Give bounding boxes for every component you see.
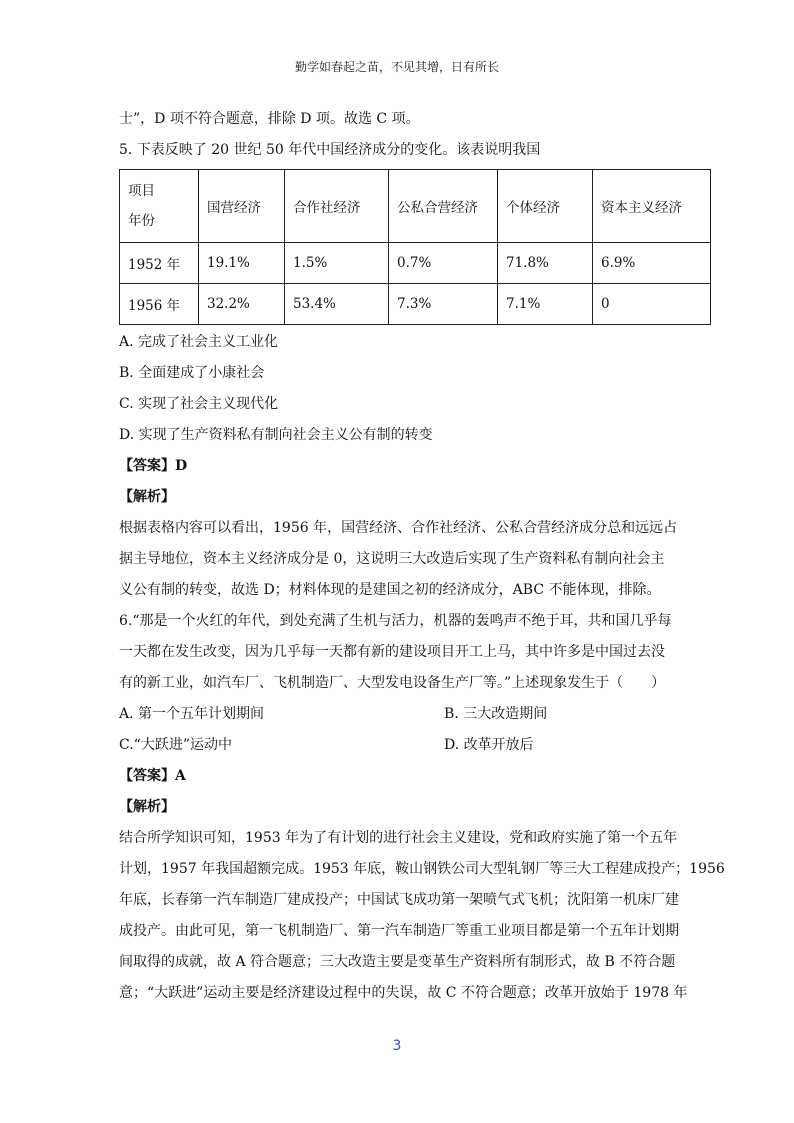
- q5-option-c: C. 实现了社会主义现代化: [119, 396, 279, 412]
- q5-analysis-line: 根据表格内容可以看出，1956 年，国营经济、合作社经济、公私合营经济成分总和远远占: [119, 520, 678, 536]
- table-cell: 7.1%: [498, 284, 593, 325]
- table-cell: 53.4%: [285, 284, 389, 325]
- q5-analysis-label: 【解析】: [119, 489, 175, 505]
- table-cell: 19.1%: [199, 243, 285, 284]
- table-cell: 7.3%: [389, 284, 498, 325]
- q6-option-b: B. 三大改造期间: [444, 706, 548, 722]
- q6-options-row-2: [119, 730, 679, 761]
- page-number: 3: [392, 1038, 402, 1054]
- q6-options-row-1: [119, 699, 679, 730]
- q6-option-d: D. 改革开放后: [444, 737, 534, 753]
- q6-analysis-line: 结合所学知识可知，1953 年为了有计划的进行社会主义建设，党和政府实施了第一个五年: [119, 830, 678, 846]
- table-cell: 6.9%: [593, 243, 711, 284]
- q6-analysis-line: 计划，1957 年我国超额完成。1953 年底，鞍山钢铁公司大型轧钢厂等三大工程建成投产；1956: [119, 861, 725, 877]
- table-cell: 0.7%: [389, 243, 498, 284]
- prev-question-tail: 士”，D 项不符合题意，排除 D 项。故选 C 项。: [119, 111, 420, 127]
- table-row: [120, 243, 711, 284]
- table-col-header: 个体经济: [498, 170, 593, 243]
- table-cell: 32.2%: [199, 284, 285, 325]
- q5-analysis-line: 义公有制的转变，故选 D；材料体现的是建国之初的经济成分，ABC 不能体现，排除。: [119, 582, 661, 598]
- question-5-stem: 5. 下表反映了 20 世纪 50 年代中国经济成分的变化。该表说明我国: [119, 142, 541, 158]
- table-row-year: 1956 年: [120, 284, 199, 325]
- q5-analysis-line: 据主导地位，资本主义经济成分是 0，这说明三大改造后实现了生产资料私有制向社会主: [119, 551, 665, 567]
- q5-option-d: D. 实现了生产资料私有制向社会主义公有制的转变: [119, 427, 433, 443]
- corner-item-label: 项目: [128, 183, 155, 199]
- table-corner-cell: [120, 170, 199, 243]
- q6-analysis-line: 意；“大跃进”运动主要是经济建设过程中的失误，故 C 不符合题意；改革开放始于 1978 年: [119, 985, 688, 1001]
- q6-stem-line: 6.“那是一个火红的年代，到处充满了生机与活力，机器的轰鸣声不绝于耳，共和国几乎每: [119, 613, 672, 629]
- q6-analysis-line: 年底，长春第一汽车制造厂建成投产；中国试飞成功第一架喷气式飞机；沈阳第一机床厂建: [119, 892, 679, 908]
- page-header-motto: 勤学如春起之苗，不见其增，日有所长: [294, 60, 499, 74]
- q6-analysis-label: 【解析】: [119, 799, 175, 815]
- table-row: [120, 284, 711, 325]
- table-col-header: 合作社经济: [285, 170, 389, 243]
- table-col-header: 资本主义经济: [593, 170, 711, 243]
- q5-option-a: A. 完成了社会主义工业化: [119, 334, 279, 350]
- table-header-row: [120, 170, 711, 243]
- table-cell: 0: [593, 284, 711, 325]
- page-content: [119, 104, 725, 1009]
- q6-analysis-line: 间取得的成就，故 A 符合题意；三大改造主要是变革生产资料所有制形式，故 B 不符合题: [119, 954, 676, 970]
- table-cell: 1.5%: [285, 243, 389, 284]
- table-col-header: 公私合营经济: [389, 170, 498, 243]
- table-col-header: 国营经济: [199, 170, 285, 243]
- q6-stem-line: 有的新工业，如汽车厂、飞机制造厂、大型发电设备生产厂等。”上述现象发生于（ ）: [119, 675, 666, 691]
- q6-stem-line: 一天都在发生改变，因为几乎每一天都有新的建设项目开工上马，其中许多是中国过去没: [119, 644, 665, 660]
- q5-option-b: B. 全面建成了小康社会: [119, 365, 265, 381]
- q6-answer: 【答案】A: [119, 768, 186, 784]
- q6-option-a: A. 第一个五年计划期间: [119, 706, 265, 722]
- table-cell: 71.8%: [498, 243, 593, 284]
- q5-answer: 【答案】D: [119, 458, 188, 474]
- table-row-year: 1952 年: [120, 243, 199, 284]
- corner-year-label: 年份: [128, 213, 155, 229]
- economy-table: [119, 169, 711, 325]
- q6-analysis-line: 成投产。由此可见，第一飞机制造厂、第一汽车制造厂等重工业项目都是第一个五年计划期: [119, 923, 679, 939]
- q6-option-c: C.“大跃进”运动中: [119, 737, 232, 753]
